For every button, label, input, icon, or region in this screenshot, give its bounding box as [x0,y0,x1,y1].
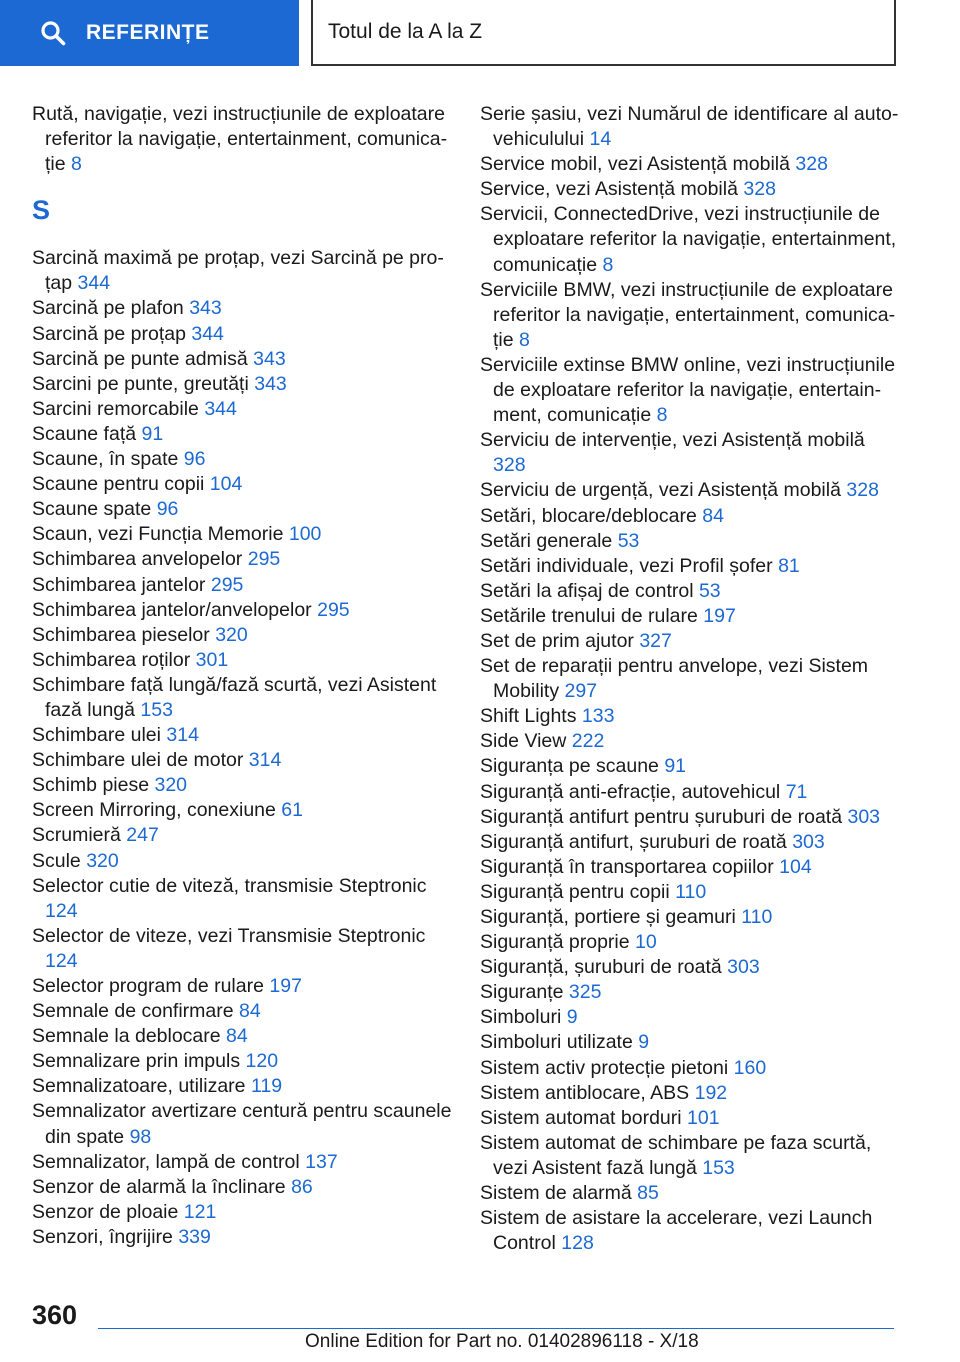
index-entry-page-link[interactable]: 295 [247,548,281,571]
index-entry-page-link[interactable]: 8 [602,253,614,276]
index-entry-text: Scaune pentru copii [32,473,205,496]
index-entry-text: Siguranță antifurt pentru șuruburi de roată [480,805,843,828]
index-column-left [32,102,452,1250]
index-entry-page-link[interactable]: 301 [195,648,229,671]
index-entry-page-link[interactable]: 104 [209,473,243,496]
index-entry-text: Serviciu de urgență, vezi Asistență mobilă [480,479,841,502]
index-entry [480,754,900,779]
index-entry-page-link[interactable]: 91 [141,422,164,445]
index-entry-text: Setări la afișaj de control [480,579,694,602]
index-entry-page-link[interactable]: 297 [564,680,598,703]
index-entry [32,798,452,823]
index-entry-text: Schimbarea jantelor/anvelopelor [32,598,312,621]
index-entry-text: Simboluri [480,1006,562,1029]
index-entry-text: Schimb piese [32,774,150,797]
index-entry-page-link[interactable]: 8 [71,153,82,176]
index-entry-text: Siguranță proprie [480,931,630,954]
page-header [0,0,960,66]
index-entry-page-link[interactable]: 84 [226,1025,248,1048]
index-entry-page-link[interactable]: 320 [86,849,119,872]
index-entry-text: Shift Lights [480,705,577,728]
index-entry-page-link[interactable]: 328 [493,454,526,477]
index-entry [32,102,452,177]
index-entry [480,604,900,629]
index-entry [480,830,900,855]
index-entry-text: Sarcini remorcabile [32,397,199,420]
index-entry [32,372,452,397]
index-entry-page-link[interactable]: 153 [702,1156,735,1179]
index-entry-text: Siguranță antifurt, șuruburi de roată [480,830,787,853]
index-entry-text: Schimbarea jantelor [32,573,206,596]
index-entry-page-link[interactable]: 192 [694,1081,728,1104]
index-entry [480,780,900,805]
index-entry [480,579,900,604]
index-entry-page-link[interactable]: 295 [317,598,350,621]
index-entry-page-link[interactable]: 320 [154,774,188,797]
index-entry-text: Sarcină pe punte admisă [32,347,248,370]
footer-divider [98,1328,894,1329]
index-entry [480,905,900,930]
index-entry [32,296,452,321]
index-entry-text: Selector de viteze, vezi Transmisie Steptronic [32,924,426,947]
index-entry-page-link[interactable]: 137 [305,1150,338,1173]
index-entry [32,322,452,347]
index-entry [480,152,900,177]
index-entry [32,246,452,296]
index-entry-page-link[interactable]: 110 [741,906,773,928]
index-entry [32,422,452,447]
index-entry-text: Siguranță în transportarea copiilor [480,855,774,878]
index-entry [480,629,900,654]
index-entry-page-link[interactable]: 314 [166,724,199,747]
index-entry-page-link[interactable]: 101 [687,1106,720,1129]
index-entry-page-link[interactable]: 320 [215,623,248,646]
index-entry [480,1131,900,1181]
index-entry-page-link[interactable]: 120 [245,1050,279,1073]
index-entry [32,623,452,648]
index-entry [480,1005,900,1030]
index-entry-page-link[interactable]: 10 [635,931,657,954]
index-entry-text: Siguranță, șuruburi de roată [480,956,722,979]
index-entry-text: Side View [480,730,567,753]
index-entry-text: Schimbare ulei [32,724,161,747]
index-entry-text: Serie șasiu, vezi Numărul de identificare al autovehiculului [480,103,899,151]
index-entry-page-link[interactable]: 9 [638,1031,650,1054]
index-entry-text: Scule [32,849,81,872]
index-entry-page-link[interactable]: 100 [288,523,322,546]
index-entry-page-link[interactable]: 8 [519,328,530,351]
index-entry-text: Setări, blocare/deblocare [480,504,697,527]
index-entry [480,654,900,704]
index-entry-text: Siguranța pe scaune [480,755,659,778]
index-entry [480,880,900,905]
index-entry-text: Siguranță pentru copii [480,880,670,903]
index-entry-page-link[interactable]: 343 [254,372,287,395]
index-entry-page-link[interactable]: 124 [45,949,78,972]
index-entry [32,1150,452,1175]
index-entry-page-link[interactable]: 124 [45,899,78,922]
index-entry-page-link[interactable]: 121 [183,1200,217,1223]
index-entry-page-link[interactable]: 8 [656,404,668,427]
index-group-pre [32,102,452,177]
index-entry [480,704,900,729]
index-entry-page-link[interactable]: 303 [727,956,760,979]
index-entry-page-link[interactable]: 325 [568,981,602,1004]
index-entry [32,598,452,623]
index-entry-text: Simboluri utilizate [480,1031,633,1054]
index-entry [32,547,452,572]
index-entry [32,849,452,874]
index-entry [32,1024,452,1049]
index-entry-page-link[interactable]: 96 [183,448,206,471]
index-entry-text: Sistem de asistare la accelerare, vezi Launch Control [480,1207,873,1255]
search-icon [40,20,66,46]
edition-note: Online Edition for Part no. 01402896118 - X/18 [305,1331,699,1352]
index-entry-page-link[interactable]: 85 [637,1182,659,1205]
index-entry [32,347,452,372]
index-entry-text: Schimbarea roților [32,648,191,671]
index-entry-text: Serviciile BMW, vezi instrucțiunile de exploatare referitor la navigație, entertainment, comunicație [480,278,896,351]
index-entry-page-link[interactable]: 133 [581,705,615,728]
index-entry [32,924,452,974]
index-entry-page-link[interactable]: 86 [291,1175,313,1198]
index-entry-text: Selector program de rulare [32,975,264,997]
index-entry-text: Scaun, vezi Funcția Memorie [32,523,284,546]
index-entry-page-link[interactable]: 344 [204,397,237,420]
index-entry [32,522,452,547]
section-letter: S [32,195,51,226]
index-entry [32,1225,452,1250]
index-entry-text: Siguranță anti-efracție, autovehicul [480,780,781,803]
index-entry-text: Sarcină pe plafon [32,297,184,320]
index-entry-text: Sarcini pe punte, greutăți [32,372,249,395]
index-entry-page-link[interactable]: 197 [269,975,302,997]
index-entry-page-link[interactable]: 197 [703,604,736,627]
index-entry-page-link[interactable]: 303 [792,830,825,853]
index-entry-text: Selector cutie de viteză, transmisie Steptronic [32,874,427,897]
index-entry-page-link[interactable]: 96 [156,498,179,521]
page-footer [0,1290,960,1362]
index-entry [480,353,900,428]
index-entry-text: Sarcină maximă pe proțap, vezi Sarcină pe proțap [32,247,444,295]
index-entry-page-link[interactable]: 128 [561,1232,594,1255]
index-entry-text: Setări generale [480,529,613,552]
tab-a-to-z[interactable] [311,0,896,66]
index-entry-text: Schimbare ulei de motor [32,749,244,772]
index-column-right [480,102,900,1256]
index-entry [32,1074,452,1099]
index-entry-text: Scaune față [32,422,137,445]
index-entry-page-link[interactable]: 160 [733,1056,767,1079]
index-entry [480,504,900,529]
index-entry-text: Service mobil, vezi Asistență mobilă [480,153,790,176]
index-entry-text: Sistem automat borduri [480,1106,682,1129]
index-entry [32,748,452,773]
index-entry-text: Senzor de alarmă la înclinare [32,1175,286,1198]
index-entry [32,397,452,422]
index-entry [32,472,452,497]
index-entry-page-link[interactable]: 343 [253,347,286,370]
index-entry-text: Sarcină pe proțap [32,322,186,345]
index-entry-page-link[interactable]: 344 [77,272,111,295]
index-entry-text: Scaune, în spate [32,448,179,471]
index-entry-text: Scrumieră [32,824,121,847]
index-entry-text: Sistem activ protecție pietoni [480,1056,729,1079]
index-entry-page-link[interactable]: 327 [639,629,672,652]
index-entry-page-link[interactable]: 84 [239,1000,261,1023]
index-entry-page-link[interactable]: 84 [702,504,724,527]
index-entry-page-link[interactable]: 328 [743,178,776,201]
index-entry [480,729,900,754]
index-entry-page-link[interactable]: 71 [785,780,808,803]
index-entry [480,805,900,830]
index-entry [32,723,452,748]
index-entry [32,447,452,472]
page-number: 360 [32,1300,78,1330]
index-entry-page-link[interactable]: 14 [589,128,612,151]
index-entry [32,573,452,598]
index-entry [32,1049,452,1074]
index-entry-text: Setări individuale, vezi Profil șofer [480,554,773,577]
index-entry [480,278,900,353]
index-entry-text: Semnalizator avertizare centură pentru scaunele din spate [32,1100,452,1148]
index-entry-page-link[interactable]: 328 [795,153,828,176]
index-entry [32,874,452,924]
index-entry-text: Serviciu de intervenție, vezi Asistență mobilă [480,429,865,452]
index-entry-page-link[interactable]: 110 [675,880,707,903]
index-entry [480,554,900,579]
index-entry [480,1181,900,1206]
index-entry [480,102,900,152]
index-entry-text: Senzor de ploaie [32,1200,179,1223]
index-entry [480,980,900,1005]
index-entry-page-link[interactable]: 53 [617,529,640,552]
index-entry [480,1106,900,1131]
index-entry-page-link[interactable]: 81 [778,554,800,577]
index-entry [480,428,900,478]
index-entry [480,177,900,202]
index-entry-text: Siguranțe [480,981,564,1004]
index-entry-page-link[interactable]: 104 [779,855,812,878]
index-entry-page-link[interactable]: 343 [189,297,222,320]
index-entry-text: Schimbarea anvelopelor [32,548,243,571]
index-entry [32,823,452,848]
index-entry-text: Semnale la deblocare [32,1025,221,1048]
index-entry-text: Serviciile extinse BMW online, vezi instrucțiunile de exploatare referitor la navigație, entertainment, comunicație [480,353,896,427]
index-entry-page-link[interactable]: 222 [571,730,605,753]
index-entry [480,1056,900,1081]
index-entry [32,974,452,999]
index-entry [480,478,900,503]
index-entry-text: Semnale de confirmare [32,1000,234,1023]
index-entry [480,202,900,277]
index-group-s [32,246,452,1250]
index-entry-text: Sistem antiblocare, ABS [480,1081,690,1104]
index-entry [480,1081,900,1106]
index-entry [32,1099,452,1149]
index-entry-text: Sistem de alarmă [480,1182,632,1205]
index-entry-text: Rută, navigație, vezi instrucțiunile de exploatare referitor la navigație, entertainment, comunicație [32,103,448,176]
index-entry-text: Siguranță, portiere și geamuri [480,906,736,928]
index-entry-page-link[interactable]: 344 [191,322,224,345]
index-entry-page-link[interactable]: 314 [248,749,282,772]
tab-references[interactable] [0,0,299,66]
index-entry-page-link[interactable]: 247 [126,824,159,847]
index-entry [32,773,452,798]
index-entry [480,855,900,880]
index-entry-page-link[interactable]: 61 [281,799,303,822]
index-entry-text: Set de prim ajutor [480,629,634,652]
index-entry-page-link[interactable]: 303 [847,805,881,828]
index-entry-page-link[interactable]: 98 [129,1125,152,1148]
index-entry-text: Scaune spate [32,498,152,521]
index-entry-text: Sistem automat de schimbare pe faza scurtă, vezi Asistent fază lungă [480,1131,872,1179]
index-entry-page-link[interactable]: 119 [250,1075,283,1098]
index-entry-text: Schimbarea pieselor [32,623,210,646]
index-entry-text: Semnalizatoare, utilizare [32,1075,246,1098]
index-entry [480,1030,900,1055]
tab-a-to-z-label: Totul de la A la Z [328,20,483,43]
index-entry-text: Setările trenului de rulare [480,604,698,627]
index-entry [32,1200,452,1225]
index-entry [480,1206,900,1256]
index-entry-page-link[interactable]: 295 [210,573,244,596]
index-entry-page-link[interactable]: 53 [698,579,721,602]
index-entry-page-link[interactable]: 91 [664,755,687,778]
index-entry-page-link[interactable]: 9 [566,1006,578,1029]
index-entry [480,955,900,980]
index-entry [32,999,452,1024]
index-entry-page-link[interactable]: 153 [140,698,173,721]
index-entry-text: Semnalizator, lampă de control [32,1150,300,1173]
index-entry-text: Service, vezi Asistență mobilă [480,178,738,201]
index-entry-text: Senzori, îngrijire [32,1225,173,1248]
index-entry-text: Servicii, ConnectedDrive, vezi instrucțiunile de exploatare referitor la navigație, entertainment, comunicație [480,203,897,276]
index-entry [32,497,452,522]
index-entry [32,1175,452,1200]
index-entry-page-link[interactable]: 339 [178,1225,211,1248]
index-entry [32,673,452,723]
index-entry [480,930,900,955]
index-entry-text: Semnalizare prin impuls [32,1050,241,1073]
index-entry-page-link[interactable]: 328 [846,479,879,502]
index-entry [32,648,452,673]
index-entry-text: Schimbare față lungă/fază scurtă, vezi Asistent fază lungă [32,673,437,721]
index-entry [480,529,900,554]
index-entry-text: Screen Mirroring, conexiune [32,799,276,822]
index-entry-text: Set de reparații pentru anvelope, vezi Sistem Mobility [480,655,869,703]
tab-references-label: REFERINȚE [86,21,210,44]
